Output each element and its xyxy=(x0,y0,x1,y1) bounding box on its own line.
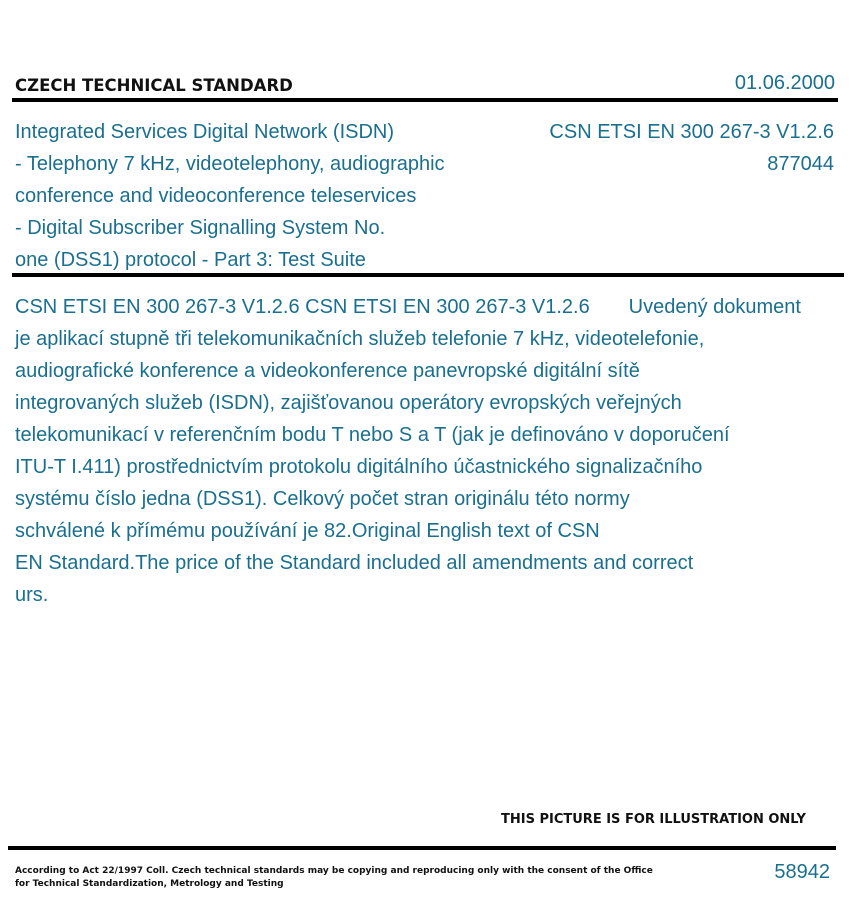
abstract-line: ITU-T I.411) prostřednictvím protokolu digitálního účastnického signalizačního xyxy=(15,456,703,478)
standard-title-line: one (DSS1) protocol - Part 3: Test Suite xyxy=(15,249,366,271)
abstract-line: audiografické konference a videokonference panevropské digitální sítě xyxy=(15,360,640,382)
standard-title xyxy=(15,116,515,276)
abstract-line: integrovaných služeb (ISDN), zajišťovanou operátory evropských veřejných xyxy=(15,392,682,414)
abstract-line: schválené k přímému používání je 82.Original English text of CSN xyxy=(15,520,600,542)
standard-title-line: - Digital Subscriber Signalling System No. xyxy=(15,217,386,239)
abstract-text xyxy=(15,291,865,611)
abstract-line: telekomunikací v referenčním bodu T nebo S a T (jak je definováno v doporučení xyxy=(15,424,730,446)
title-divider xyxy=(12,273,844,277)
page-number: 58942 xyxy=(774,861,830,883)
standard-title-line: - Telephony 7 kHz, videotelephony, audiographic xyxy=(15,153,445,175)
standard-title-line: conference and videoconference teleservices xyxy=(15,185,417,207)
abstract-line: urs. xyxy=(15,584,49,606)
legal-notice-line: According to Act 22/1997 Coll. Czech technical standards may be copying and reproducing only with the consent of the Office xyxy=(15,866,653,876)
abstract-line: systému číslo jedna (DSS1). Celkový počet stran originálu této normy xyxy=(15,488,630,510)
illustration-notice: THIS PICTURE IS FOR ILLUSTRATION ONLY xyxy=(501,812,806,827)
standard-code: CSN ETSI EN 300 267-3 V1.2.6 xyxy=(549,121,834,143)
abstract-line: EN Standard.The price of the Standard included all amendments and correct xyxy=(15,552,694,574)
footer-divider xyxy=(8,846,836,850)
document-header-title: CZECH TECHNICAL STANDARD xyxy=(15,76,293,95)
standard-title-line: Integrated Services Digital Network (ISDN) xyxy=(15,121,395,143)
abstract-line: CSN ETSI EN 300 267-3 V1.2.6 CSN ETSI EN 300 267-3 V1.2.6 Uvedený dokument xyxy=(15,296,801,318)
legal-notice-line: for Technical Standardization, Metrology and Testing xyxy=(15,879,284,889)
catalog-number: 877044 xyxy=(767,153,834,175)
legal-notice xyxy=(15,865,653,891)
publication-date: 01.06.2000 xyxy=(734,72,835,94)
header-divider xyxy=(12,98,838,102)
abstract-line: je aplikací stupně tři telekomunikačních služeb telefonie 7 kHz, videotelefonie, xyxy=(15,328,705,350)
